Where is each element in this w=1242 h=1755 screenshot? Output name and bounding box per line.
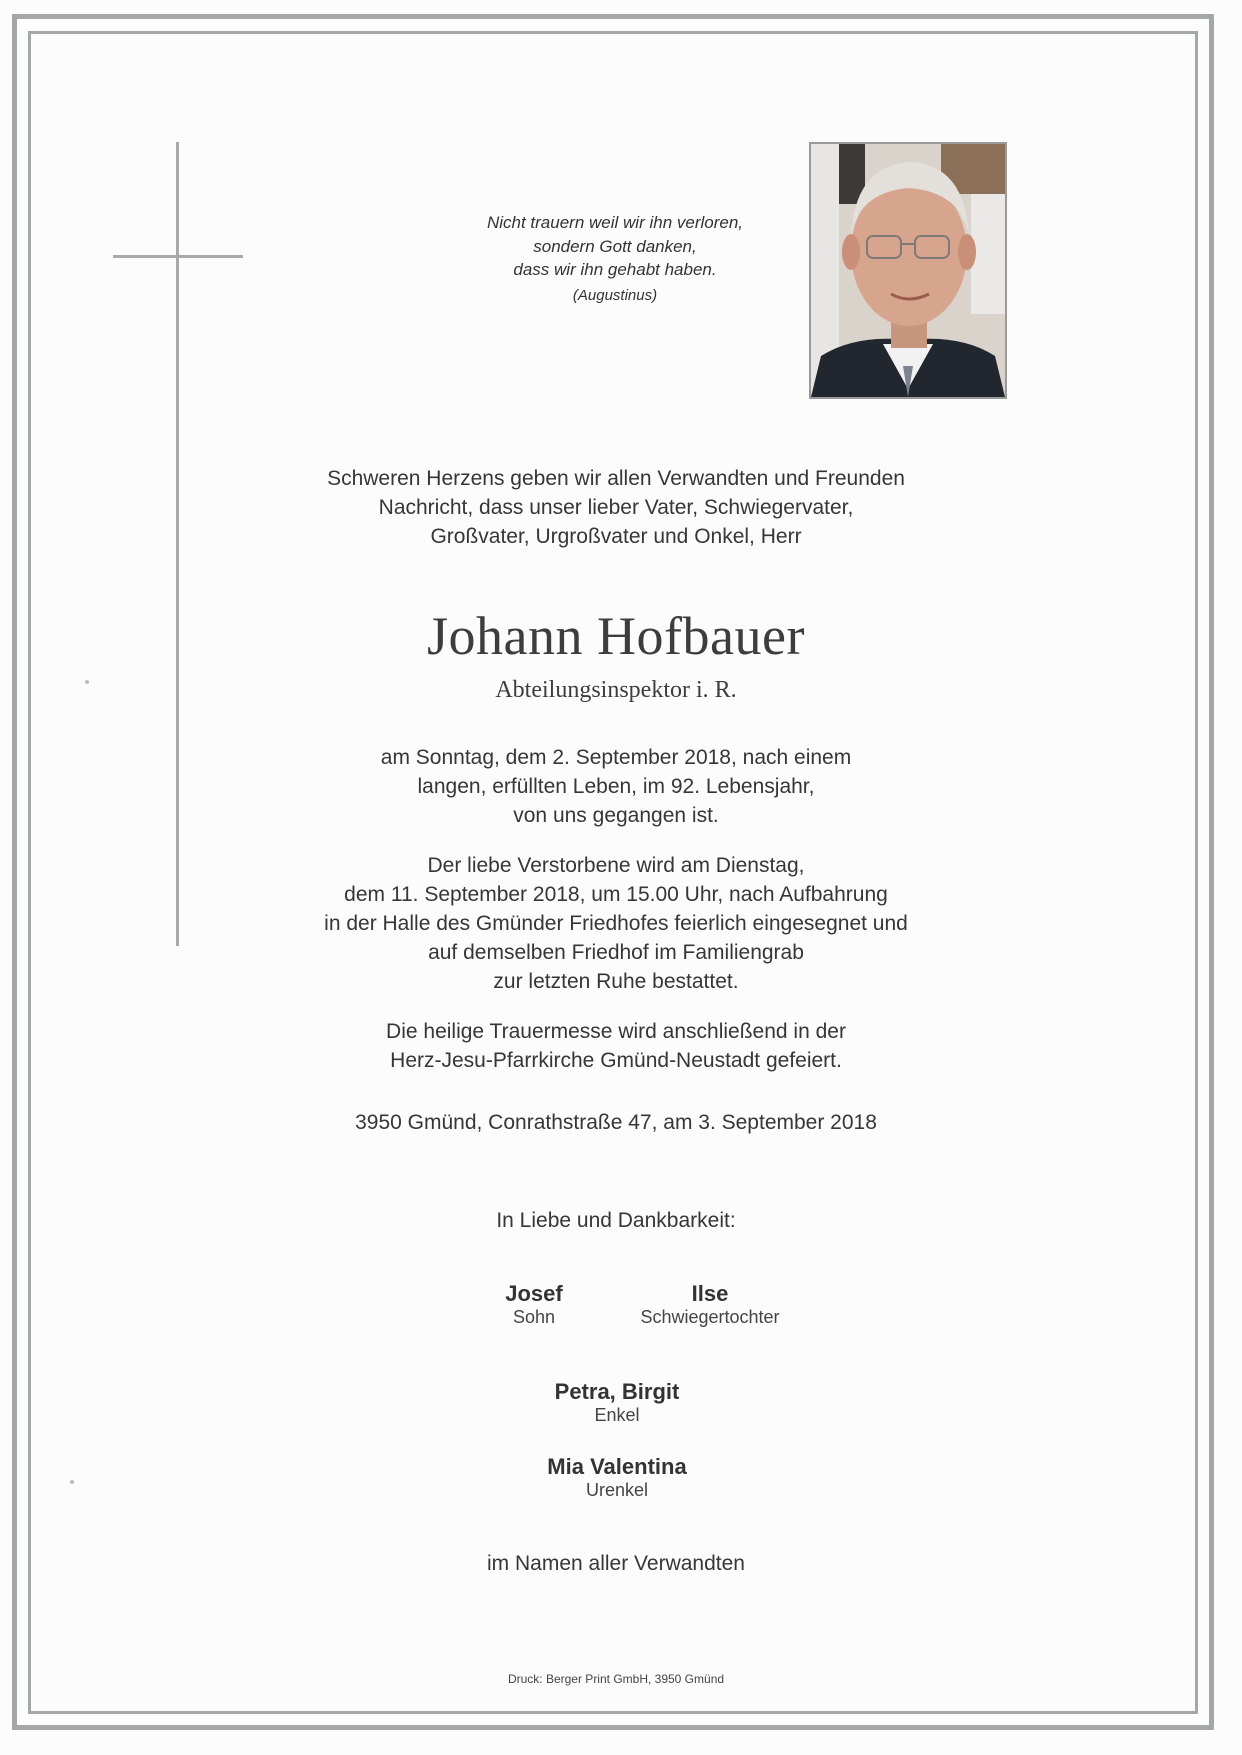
place-date: 3950 Gmünd, Conrathstraße 47, am 3. September 2018: [355, 1111, 877, 1134]
funeral-line: auf demselben Friedhof im Familiengrab: [428, 941, 804, 964]
cross-vertical-bar: [176, 142, 179, 946]
mourner-grandchildren: [467, 1379, 767, 1426]
quote-line: dass wir ihn gehabt haben.: [513, 260, 717, 279]
mass-line: Die heilige Trauermesse wird anschließend in der: [386, 1020, 846, 1043]
mourner-role: Sohn: [512, 1307, 556, 1327]
mass-line: Herz-Jesu-Pfarrkirche Gmünd-Neustadt gefeiert.: [390, 1049, 842, 1072]
portrait-photo: [809, 142, 1007, 399]
scan-speck: [85, 680, 89, 684]
funeral-line: Der liebe Verstorbene wird am Dienstag,: [427, 854, 805, 877]
quote-line: Nicht trauern weil wir ihn verloren,: [486, 213, 744, 232]
intro-line: Nachricht, dass unser lieber Vater, Schwiegervater,: [378, 496, 854, 519]
death-notice-line: von uns gegangen ist.: [513, 804, 719, 827]
mourner-great-grandchild: [467, 1454, 767, 1501]
mass-details: [250, 1017, 982, 1075]
funeral-line: in der Halle des Gmünder Friedhofes feierlich eingesegnet und: [324, 912, 908, 935]
mourner-name: Ilse: [691, 1281, 729, 1306]
closing-text: In Liebe und Dankbarkeit:: [496, 1209, 736, 1232]
funeral-line: zur letzten Ruhe bestattet.: [493, 970, 739, 993]
mourner-role: Schwiegertochter: [640, 1307, 780, 1327]
quote-line: sondern Gott danken,: [533, 236, 697, 256]
intro-text: [250, 464, 982, 551]
bible-quote: [400, 211, 830, 282]
funeral-details: [250, 851, 982, 996]
deceased-title: Abteilungsinspektor i. R.: [495, 677, 737, 703]
quote-author: (Augustinus): [572, 287, 658, 304]
mourner-name: Josef: [505, 1281, 563, 1306]
death-notice-line: am Sonntag, dem 2. September 2018, nach einem: [380, 746, 852, 769]
mourner-role: Urenkel: [585, 1480, 649, 1500]
cross-horizontal-bar: [113, 255, 243, 258]
mourner-role: Enkel: [594, 1405, 640, 1425]
death-notice-line: langen, erfüllten Leben, im 92. Lebensjahr,: [417, 775, 815, 798]
mourner-son: [474, 1281, 594, 1328]
mourner-name: Petra, Birgit: [554, 1379, 680, 1404]
relatives-note: im Namen aller Verwandten: [487, 1552, 745, 1575]
deceased-name: Johann Hofbauer: [427, 606, 805, 666]
death-notice: [250, 743, 982, 830]
funeral-line: dem 11. September 2018, um 15.00 Uhr, nach Aufbahrung: [344, 883, 888, 906]
mourner-daughter-in-law: [620, 1281, 800, 1328]
mourner-name: Mia Valentina: [547, 1454, 687, 1479]
printer-credit: Druck: Berger Print GmbH, 3950 Gmünd: [507, 1672, 725, 1686]
scan-speck: [70, 1480, 74, 1484]
intro-line: Schweren Herzens geben wir allen Verwandten und Freunden: [327, 467, 905, 490]
intro-line: Großvater, Urgroßvater und Onkel, Herr: [430, 525, 802, 548]
